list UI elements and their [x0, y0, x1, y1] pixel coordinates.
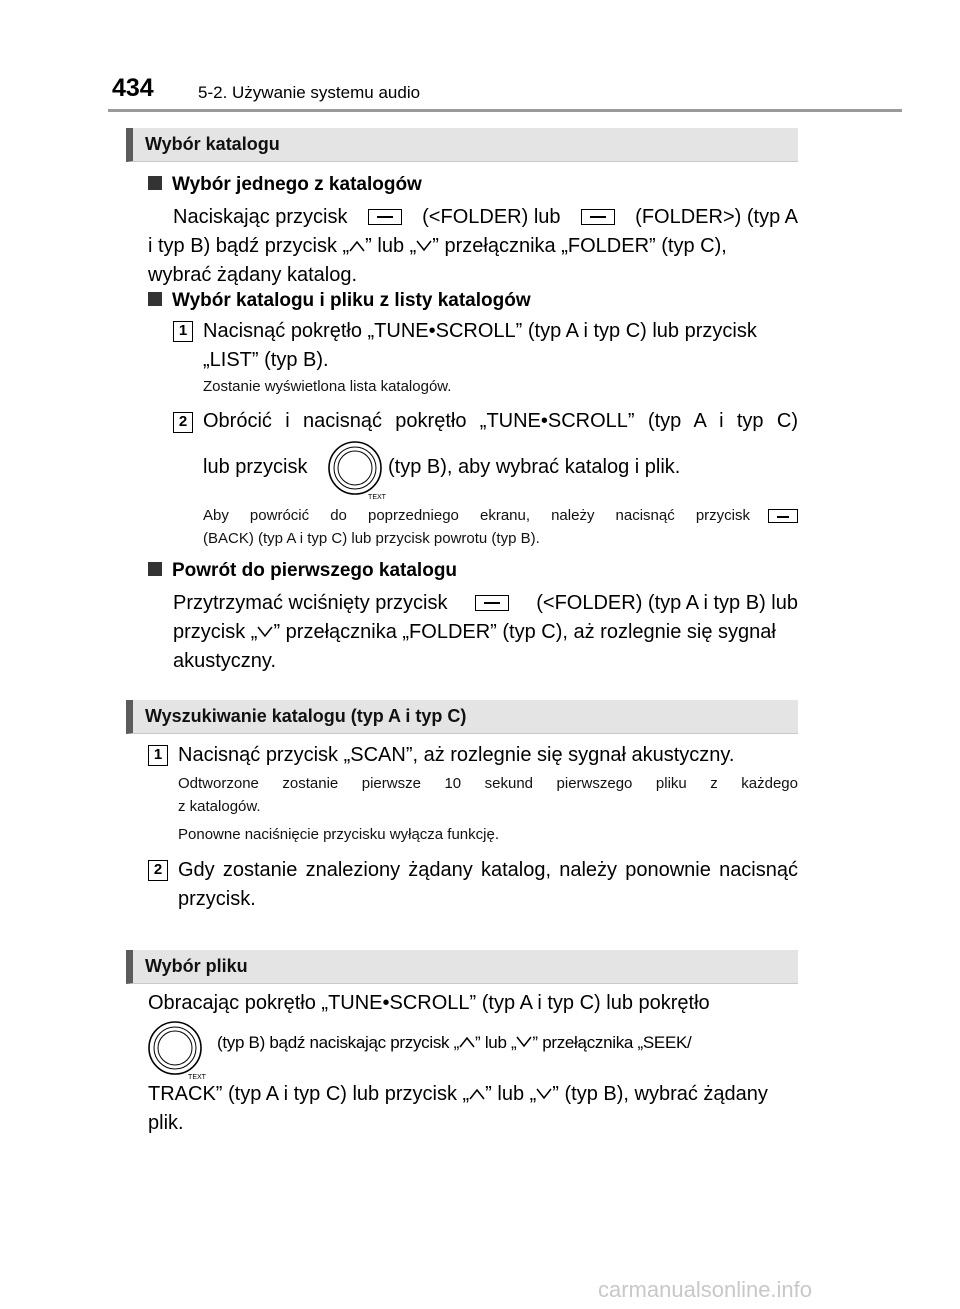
section-header-folder-select	[126, 128, 798, 162]
bullet-heading-select-one	[148, 174, 422, 196]
text: ” przełącznika „FOLDER” (typ C), aż rozlegnie się sygnał	[273, 621, 776, 643]
text: przycisk „	[173, 621, 258, 643]
step-number: 2	[173, 412, 193, 433]
search-step-2: Gdy zostanie znaleziony żądany katalog, należy ponownie nacisnąć	[178, 859, 798, 881]
step-number: 1	[148, 745, 168, 766]
folder-right-button-icon	[581, 209, 615, 225]
line	[148, 232, 798, 261]
step-2-note	[203, 505, 798, 527]
chevron-down-icon	[416, 240, 432, 252]
step-1-text: Nacisnąć pokrętło „TUNE•SCROLL” (typ A i typ C) lub przycisk	[203, 320, 757, 342]
file-line4: plik.	[148, 1112, 184, 1134]
file-line2	[217, 1033, 691, 1053]
text: Naciskając przycisk	[173, 206, 348, 228]
chevron-down-icon	[257, 626, 273, 638]
step-2-text-b: (typ B), aby wybrać katalog i plik.	[388, 456, 681, 478]
section-header-folder-search	[126, 700, 798, 734]
step-2-note-cont: (BACK) (typ A i typ C) lub przycisk powrotu (typ B).	[203, 530, 540, 547]
folder-left-button-icon	[475, 595, 509, 611]
line	[173, 203, 798, 232]
section-title: Wybór katalogu	[145, 134, 280, 154]
text: TRACK” (typ A i typ C) lub przycisk „	[148, 1083, 470, 1105]
text: ” przełącznika „FOLDER” (typ C),	[432, 235, 727, 257]
chevron-up-icon	[349, 240, 365, 252]
text: ” przełącznika „SEEK/	[532, 1033, 692, 1052]
bullet-heading-text: Powrót do pierwszego katalogu	[172, 560, 458, 581]
first-folder-line2	[173, 618, 803, 647]
line: wybrać żądany katalog.	[148, 264, 358, 286]
bullet-heading-list	[148, 290, 531, 312]
section-header-file-select	[126, 950, 798, 984]
section-title: Wybór pliku	[145, 956, 248, 976]
bullet-square-icon	[148, 562, 162, 576]
back-button-icon	[768, 509, 798, 523]
tune-knob-icon	[145, 1020, 207, 1082]
text: ” lub „	[365, 235, 417, 257]
page-number: 434	[112, 74, 154, 102]
bullet-square-icon	[148, 176, 162, 190]
folder-left-button-icon	[368, 209, 402, 225]
chevron-up-icon	[469, 1088, 485, 1100]
tune-knob-icon	[325, 440, 387, 502]
file-line3	[148, 1080, 768, 1109]
first-folder-line3: akustyczny.	[173, 650, 276, 672]
bullet-square-icon	[148, 292, 162, 306]
text: ” (typ B), wybrać żądany	[552, 1083, 768, 1105]
bullet-heading-text: Wybór katalogu i pliku z listy katalogów	[172, 290, 531, 311]
bullet-heading-first	[148, 560, 457, 582]
step-number: 1	[173, 321, 193, 342]
text: ” lub „	[475, 1033, 517, 1052]
step-number: 2	[148, 860, 168, 881]
paragraph-select-one	[148, 203, 798, 290]
header-divider	[108, 109, 902, 112]
step-2-text-a: lub przycisk	[203, 456, 308, 478]
text: Obrócić i nacisnąć pokrętło „TUNE•SCROLL” (typ A i typ C)	[203, 410, 798, 432]
section-title: Wyszukiwanie katalogu (typ A i typ C)	[145, 706, 467, 726]
search-note-2: Ponowne naciśnięcie przycisku wyłącza funkcję.	[178, 826, 499, 843]
chevron-down-icon	[516, 1036, 532, 1048]
search-note-1: Odtworzone zostanie pierwsze 10 sekund pierwszego pliku z każdego	[178, 775, 798, 792]
knob-label: TEXT	[188, 1074, 206, 1081]
step-1-note: Zostanie wyświetlona lista katalogów.	[203, 378, 452, 395]
knob-label: TEXT	[368, 494, 386, 501]
text: ” lub „	[485, 1083, 537, 1105]
file-line1: Obracając pokrętło „TUNE•SCROLL” (typ A i typ C) lub pokrętło	[148, 992, 710, 1014]
search-step-1: Nacisnąć przycisk „SCAN”, aż rozlegnie się sygnał akustyczny.	[178, 744, 735, 766]
watermark: carmanualsonline.info	[598, 1277, 813, 1302]
text: Aby powrócić do poprzedniego ekranu, należy nacisnąć przycisk	[203, 507, 750, 524]
search-note-1-cont: z katalogów.	[178, 798, 261, 815]
step-1-text-cont: „LIST” (typ B).	[203, 349, 329, 371]
chevron-down-icon	[536, 1088, 552, 1100]
text: i typ B) bądź przycisk „	[148, 235, 350, 257]
step-2-text	[203, 407, 798, 436]
search-step-2-cont: przycisk.	[178, 888, 256, 910]
bullet-heading-text: Wybór jednego z katalogów	[172, 174, 422, 195]
text: (FOLDER>) (typ A	[635, 206, 798, 228]
text: (typ B) bądź naciskając przycisk „	[217, 1033, 460, 1052]
chevron-up-icon	[459, 1036, 475, 1048]
text: (<FOLDER) (typ A i typ B) lub	[536, 592, 798, 614]
text: (<FOLDER) lub	[422, 206, 561, 228]
first-folder-line1	[173, 589, 798, 618]
chapter-title: 5-2. Używanie systemu audio	[198, 83, 421, 102]
text: Przytrzymać wciśnięty przycisk	[173, 592, 448, 614]
